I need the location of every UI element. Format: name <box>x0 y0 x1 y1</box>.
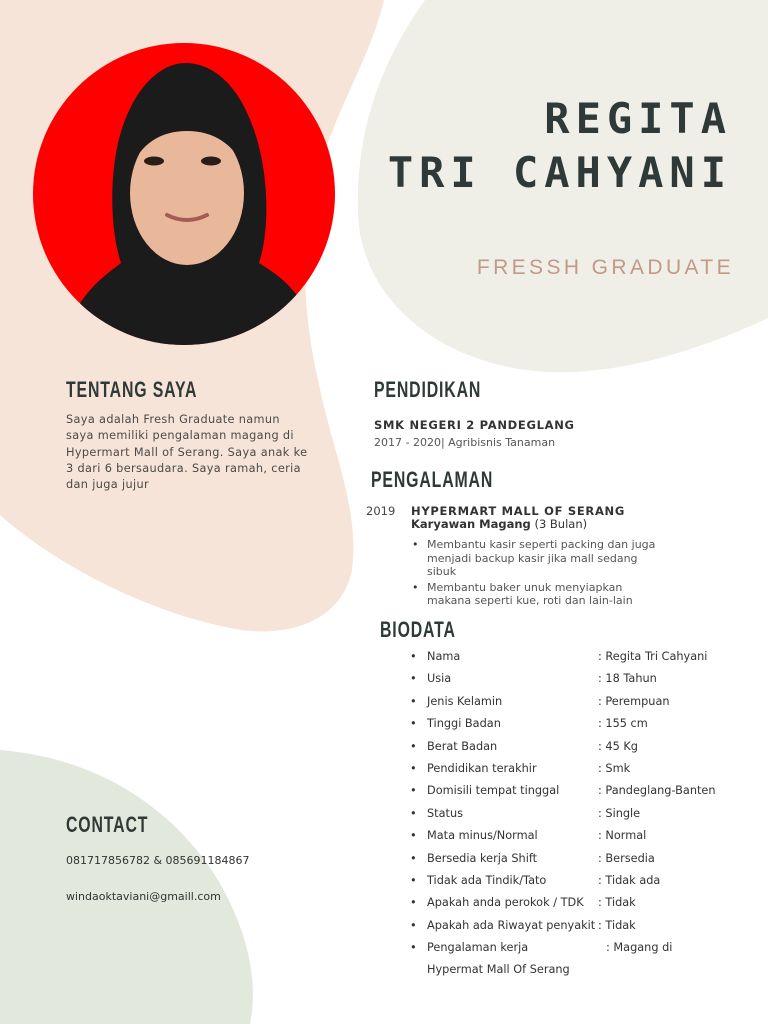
full-name <box>388 92 732 200</box>
biodata-value: : Regita Tri Cahyani <box>598 650 708 663</box>
biodata-value: : 45 Kg <box>598 739 638 753</box>
biodata-label: • Pendidikan terakhir <box>427 761 537 775</box>
biodata-label: • Status <box>427 806 463 820</box>
biodata-value: : Tidak ada <box>598 873 661 887</box>
biodata-value: : Single <box>598 806 641 820</box>
biodata-item <box>410 940 740 977</box>
biodata-value: : Smk <box>598 761 631 775</box>
biodata-value: : Tidak <box>598 918 636 932</box>
experience-role <box>411 517 587 531</box>
contact-heading: CONTACT <box>66 812 149 837</box>
biodata-value: : Tidak <box>598 896 636 910</box>
contact-phone: 081717856782 & 085691184867 <box>66 854 250 867</box>
biodata-item <box>410 671 740 693</box>
name-line-1: REGITA <box>544 94 732 143</box>
biodata-label: • Mata minus/Normal <box>427 829 538 843</box>
biodata-item <box>410 828 740 850</box>
biodata-item <box>410 873 740 895</box>
biodata-value: : Magang di <box>606 941 673 955</box>
biodata-item <box>410 806 740 828</box>
biodata-item <box>410 649 740 671</box>
duty-item: • Membantu baker unuk menyiapkan makana seperti kue, roti dan lain-lain <box>412 581 667 608</box>
biodata-item <box>410 851 740 873</box>
experience-company: HYPERMART MALL OF SERANG <box>411 504 626 518</box>
about-text: Saya adalah Fresh Graduate namun saya memiliki pengalaman magang di Hypermart Mall of Serang. Saya anak ke 3 dari 6 bersaudara. Saya ramah, ceria dan juga jujur <box>66 413 308 492</box>
right-eye <box>201 157 221 166</box>
biodata-label: • Jenis Kelamin <box>427 694 503 708</box>
education-school: SMK NEGERI 2 PANDEGLANG <box>374 418 575 432</box>
job-subtitle: FRESSH GRADUATE <box>476 256 734 279</box>
biodata-item <box>410 694 740 716</box>
biodata-value: : Perempuan <box>598 694 670 708</box>
biodata-label: • Bersedia kerja Shift <box>427 851 538 865</box>
experience-duties <box>412 538 667 610</box>
biodata-value: : 155 cm <box>598 717 648 731</box>
sage-blob <box>0 750 253 1024</box>
experience-heading: PENGALAMAN <box>371 467 494 492</box>
education-heading: PENDIDIKAN <box>374 377 482 402</box>
biodata-label: • Nama <box>427 650 461 663</box>
duty-item: • Membantu kasir seperti packing dan juga menjadi backup kasir jika mall sedang sibuk <box>412 538 667 579</box>
biodata-label: • Domisili tempat tinggal <box>427 784 560 798</box>
biodata-value: : Pandeglang-Banten <box>598 784 716 798</box>
left-eye <box>144 157 164 166</box>
biodata-item <box>410 918 740 940</box>
biodata-item <box>410 761 740 783</box>
experience-year: 2019 <box>366 504 396 518</box>
name-line-2: TRI CAHYANI <box>387 148 732 197</box>
biodata-label: • Apakah ada Riwayat penyakit <box>427 918 596 932</box>
biodata-label: • Tidak ada Tindik/Tato <box>427 873 547 887</box>
biodata-label: • Tinggi Badan <box>427 717 501 731</box>
biodata-label: • Pengalaman kerja <box>427 941 529 955</box>
experience-duration: (3 Bulan) <box>534 517 588 531</box>
biodata-item <box>410 895 740 917</box>
biodata-item <box>410 716 740 738</box>
biodata-item <box>410 739 740 761</box>
profile-photo <box>33 43 335 345</box>
biodata-label: • Usia <box>427 672 452 686</box>
about-heading: TENTANG SAYA <box>66 377 198 402</box>
contact-email: windaoktaviani@gmaill.com <box>66 890 221 903</box>
education-detail: 2017 - 2020| Agribisnis Tanaman <box>374 436 556 449</box>
biodata-value-line2: Hypermat Mall Of Serang <box>427 963 570 977</box>
experience-role-title: Karyawan Magang <box>411 517 531 531</box>
biodata-value: : Normal <box>598 829 647 843</box>
biodata-item <box>410 783 740 805</box>
biodata-label: • Apakah anda perokok / TDK <box>427 896 584 910</box>
biodata-value: : Bersedia <box>598 851 655 865</box>
biodata-value: : 18 Tahun <box>598 672 657 686</box>
biodata-heading: BIODATA <box>380 617 456 642</box>
biodata-label: • Berat Badan <box>427 739 498 753</box>
biodata-list <box>410 649 740 977</box>
